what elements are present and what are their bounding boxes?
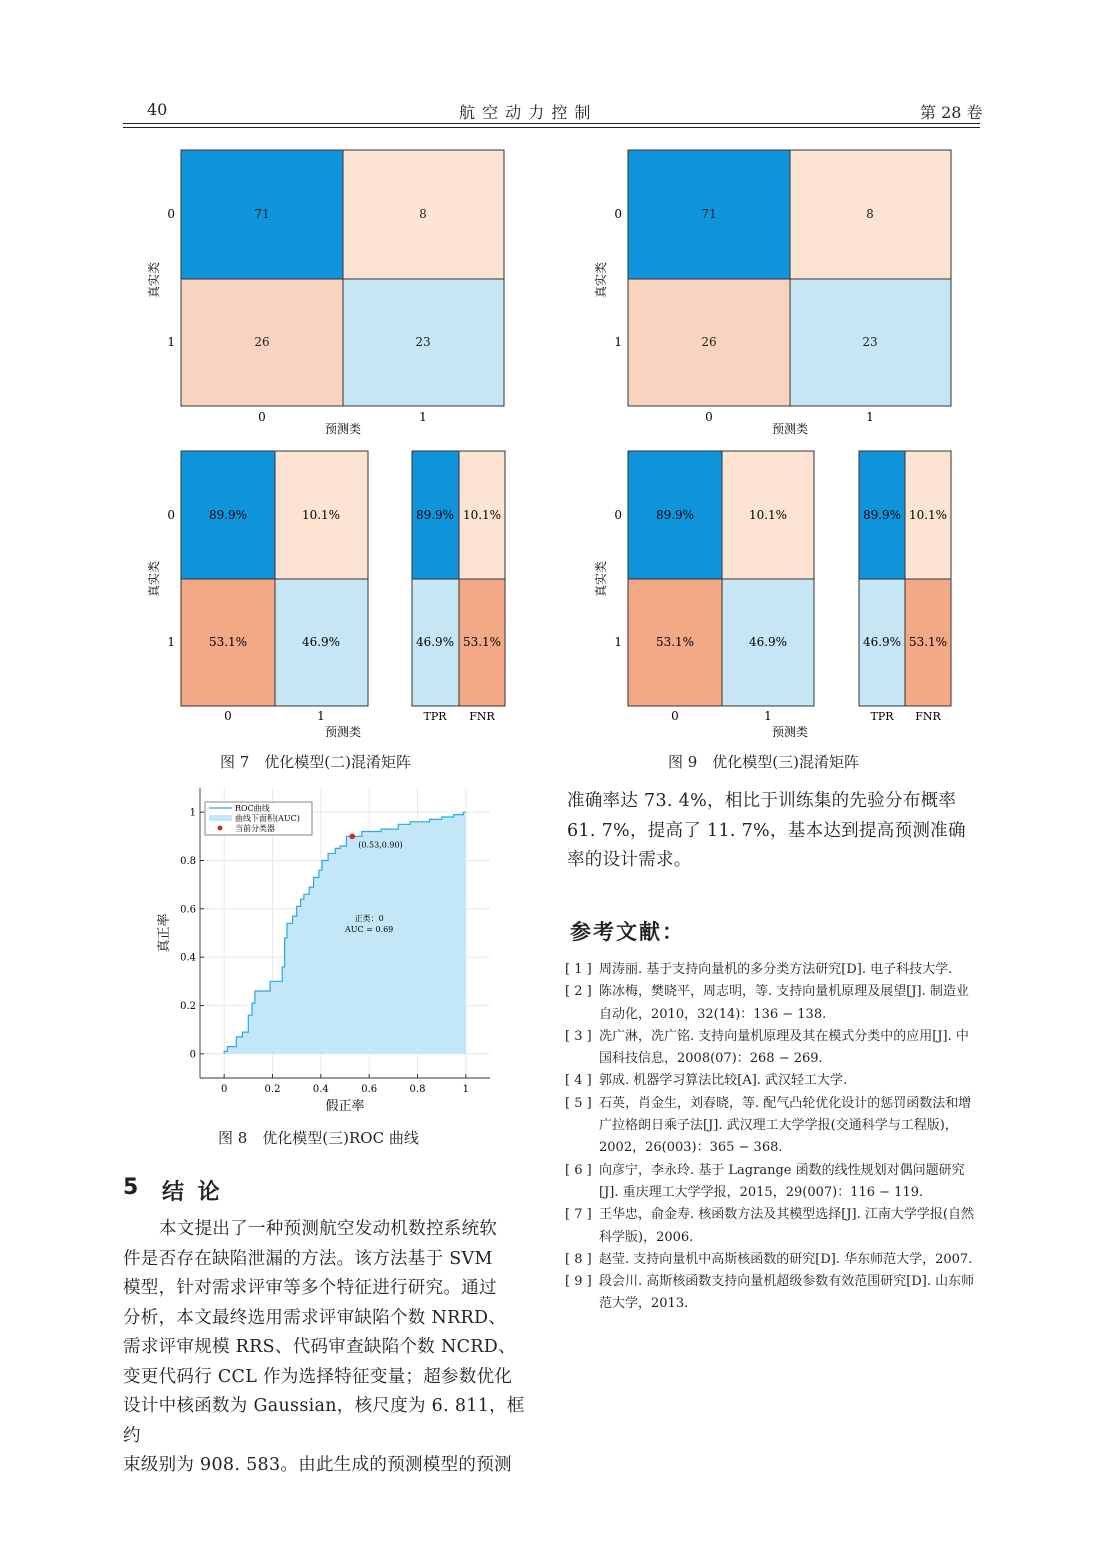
fig9-fnr-label: FNR: [915, 710, 941, 723]
fig9-bot-val-10: 53.1%: [655, 635, 695, 649]
reference-text: 段会川. 高斯核函数支持向量机超级参数有效范围研究[D]. 山东师范大学，2013.: [599, 1274, 975, 1312]
header-rule-thin: [123, 127, 980, 128]
conclusion-line: 件是否存在缺陷泄漏的方法。该方法基于 SVM: [123, 1248, 493, 1269]
y-tick-label: 0.4: [180, 952, 196, 964]
fig9-side-val-10: 46.9%: [862, 635, 902, 649]
conclusion-line: 变更代码行 CCL 作为选择特征变量；超参数优化: [123, 1366, 513, 1387]
section-number: 5: [123, 1175, 139, 1200]
fig9-bot-col-tick-1: 1: [764, 709, 772, 723]
fig9-top-val-00: 71: [701, 207, 717, 221]
auc-note: AUC = 0.69: [345, 924, 394, 934]
fig9-top-matrix: [588, 140, 968, 440]
conclusion-paragraph: [123, 1215, 533, 1481]
reference-number: [ 5 ]: [565, 1095, 592, 1111]
fig7-bot-row-tick-1: 1: [167, 635, 175, 649]
fig9-bot-row-tick-0: 0: [614, 508, 622, 522]
reference-item: [565, 1271, 979, 1316]
y-tick-label: 1: [189, 807, 196, 819]
x-tick-label: 0.4: [312, 1084, 329, 1095]
fig7-top-val-00: 71: [254, 207, 270, 221]
fig9-top-row-tick-0: 0: [614, 207, 622, 221]
conclusion-line: 模型，针对需求评审等多个特征进行研究。通过: [123, 1278, 497, 1298]
reference-text: 陈冰梅，樊晓平，周志明，等. 支持向量机原理及展望[J]. 制造业自动化，2010，32(14)：136 − 138.: [599, 984, 969, 1022]
conclusion-line: 分析，本文最终选用需求评审缺陷个数 NRRD、: [123, 1307, 507, 1328]
conclusion-line: 束级别为 908. 583。由此生成的预测模型的预测: [123, 1455, 512, 1475]
fig9-top-val-10: 26: [701, 335, 717, 349]
roc-legend: [205, 802, 312, 835]
fig9-bot-val-00: 89.9%: [655, 508, 695, 522]
reference-text: 石英，肖金生，刘春晓，等. 配气凸轮优化设计的惩罚函数法和增广拉格朗日乘子法[J]. 武汉理工大学学报(交通科学与工程版)，2002，26(003)：365 − 368.: [599, 1095, 972, 1156]
fig7-bot-val-10: 53.1%: [208, 635, 248, 649]
fig9-top-col-tick-0: 0: [705, 410, 713, 424]
roc-xlabel: 假正率: [325, 1099, 365, 1114]
reference-item: [565, 1070, 979, 1092]
fig7-bot-val-00: 89.9%: [208, 508, 248, 522]
fig9-top-ylabel: 真实类: [594, 261, 608, 299]
fig7-top-col-tick-1: 1: [419, 410, 427, 424]
y-tick-label: 0.8: [180, 856, 196, 867]
fig9-bot-col-tick-0: 0: [671, 709, 679, 723]
reference-text: 周涛丽. 基于支持向量机的多分类方法研究[D]. 电子科技大学.: [599, 962, 953, 977]
y-tick-label: 0.6: [180, 904, 196, 916]
fig7-top-row-tick-1: 1: [167, 335, 175, 349]
fig9-bot-ylabel: 真实类: [594, 560, 608, 598]
fig7-side-val-10: 46.9%: [415, 635, 455, 649]
fig9-top-val-01: 8: [866, 207, 874, 221]
reference-number: [ 6 ]: [565, 1162, 592, 1178]
conclusion-line: 需求评审规模 RRS、代码审查缺陷个数 NCRD、: [123, 1337, 516, 1357]
legend-marker-swatch: [218, 826, 223, 831]
positive-class-note: 正类：0: [354, 913, 384, 923]
reference-number: [ 4 ]: [565, 1073, 592, 1089]
fig7-side-val-11: 53.1%: [462, 635, 502, 649]
reference-item: [565, 1249, 979, 1271]
fig9-bot-val-11: 46.9%: [748, 635, 788, 649]
reference-item: [565, 1026, 979, 1071]
reference-text: 向彦宁，李永玲. 基于 Lagrange 函数的线性规划对偶问题研究[J]. 重庆理工大学学报，2015，29(007)：116 − 119.: [599, 1162, 965, 1200]
roc-chart: [150, 780, 510, 1120]
references-list: [565, 959, 979, 1316]
fig7-bot-col-tick-1: 1: [317, 709, 325, 723]
volume-label: 第 28 卷: [920, 103, 983, 122]
y-tick-label: 0: [189, 1049, 196, 1061]
reference-number: [ 3 ]: [565, 1028, 592, 1044]
fig7-fnr-label: FNR: [469, 710, 495, 723]
fig7-caption: 图 7 优化模型(二)混淆矩阵: [220, 753, 412, 771]
fig7-tpr-label: TPR: [423, 710, 447, 723]
fig7-bot-val-11: 46.9%: [301, 635, 341, 649]
references-heading: 参考文献：: [570, 920, 685, 944]
reference-number: [ 2 ]: [565, 984, 592, 1000]
fig9-side-val-01: 10.1%: [908, 508, 948, 522]
fig9-bot-xlabel: 预测类: [771, 725, 809, 739]
header-rule: [123, 123, 980, 124]
reference-item: [565, 1093, 979, 1160]
fig7-top-col-tick-0: 0: [258, 410, 266, 424]
fig9-bottom-matrix: [588, 445, 968, 745]
reference-text: 王华忠，俞金寿. 核函数方法及其模型选择[J]. 江南大学学报(自然科学版)，2006.: [599, 1207, 974, 1245]
x-tick-label: 1: [462, 1084, 470, 1095]
fig7-top-val-01: 8: [419, 207, 427, 221]
fig9-top-row-tick-1: 1: [614, 335, 622, 349]
reference-text: 郭成. 机器学习算法比较[A]. 武汉轻工大学.: [599, 1073, 848, 1089]
fig7-bot-row-tick-0: 0: [167, 508, 175, 522]
right-paragraph: [567, 787, 982, 876]
section-title: 结 论: [162, 1180, 223, 1205]
fig7-top-xlabel: 预测类: [324, 422, 362, 436]
fig7-bot-ylabel: 真实类: [147, 560, 161, 598]
reference-item: [565, 1160, 979, 1205]
y-tick-label: 0.2: [180, 1001, 196, 1012]
conclusion-line: 本文提出了一种预测航空发动机数控系统软: [159, 1219, 498, 1239]
fig9-side-val-11: 53.1%: [908, 635, 948, 649]
conclusion-line: 设计中核函数为 Gaussian，核尺度为 6. 811，框约: [123, 1396, 525, 1446]
fig9-top-xlabel: 预测类: [771, 422, 809, 436]
fig7-top-row-tick-0: 0: [167, 207, 175, 221]
x-tick-label: 0.2: [264, 1084, 281, 1095]
reference-number: [ 9 ]: [565, 1274, 592, 1290]
fig9-side-val-00: 89.9%: [862, 508, 902, 522]
roc-ylabel: 真正率: [157, 913, 172, 953]
fig7-top-matrix: [140, 140, 520, 440]
fig9-tpr-label: TPR: [870, 710, 894, 723]
x-tick-label: 0: [220, 1084, 228, 1095]
fig9-bot-row-tick-1: 1: [614, 635, 622, 649]
reference-number: [ 7 ]: [565, 1207, 592, 1223]
x-tick-label: 0.8: [409, 1084, 426, 1095]
right-paragraph-line: 率的设计需求。: [567, 850, 692, 870]
fig8-caption: 图 8 优化模型(三)ROC 曲线: [218, 1129, 419, 1147]
fig7-side-val-00: 89.9%: [415, 508, 455, 522]
fig7-top-ylabel: 真实类: [147, 261, 161, 299]
reference-text: 冼广淋，冼广铭. 支持向量机原理及其在模式分类中的应用[J]. 中国科技信息，2008(07)：268 − 269.: [599, 1028, 969, 1067]
legend-auc-swatch: [209, 815, 232, 821]
fig7-bot-xlabel: 预测类: [324, 725, 362, 739]
fig9-bot-val-01: 10.1%: [748, 508, 788, 522]
fig9-top-col-tick-1: 1: [866, 410, 874, 424]
x-tick-label: 0.6: [361, 1084, 378, 1095]
marker-label: (0.53,0.90): [358, 840, 403, 850]
legend-roc-label: ROC曲线: [235, 804, 270, 813]
legend-auc-label: 曲线下面积(AUC): [235, 814, 300, 823]
reference-text: 赵莹. 支持向量机中高斯核函数的研究[D]. 华东师范大学，2007.: [599, 1251, 973, 1267]
fig7-side-val-01: 10.1%: [462, 508, 502, 522]
fig7-bottom-matrix: [140, 445, 520, 745]
legend-marker-label: 当前分类器: [235, 824, 275, 833]
right-paragraph-line: 准确率达 73. 4%，相比于训练集的先验分布概率: [567, 791, 957, 811]
current-classifier-marker: [349, 834, 355, 840]
fig9-top-val-11: 23: [862, 335, 878, 349]
fig7-bot-val-01: 10.1%: [301, 508, 341, 522]
right-paragraph-line: 61. 7%，提高了 11. 7%，基本达到提高预测准确: [567, 820, 966, 841]
fig7-top-val-11: 23: [415, 335, 431, 349]
reference-item: [565, 981, 979, 1026]
reference-item: [565, 1204, 979, 1249]
fig9-caption: 图 9 优化模型(三)混淆矩阵: [668, 753, 860, 771]
fig7-bot-col-tick-0: 0: [224, 709, 232, 723]
journal-title: 航 空 动 力 控 制: [459, 103, 592, 122]
fig7-top-val-10: 26: [254, 335, 270, 349]
reference-item: [565, 959, 979, 981]
reference-number: [ 8 ]: [565, 1251, 592, 1267]
reference-number: [ 1 ]: [565, 962, 592, 977]
page-number: 40: [147, 100, 168, 119]
